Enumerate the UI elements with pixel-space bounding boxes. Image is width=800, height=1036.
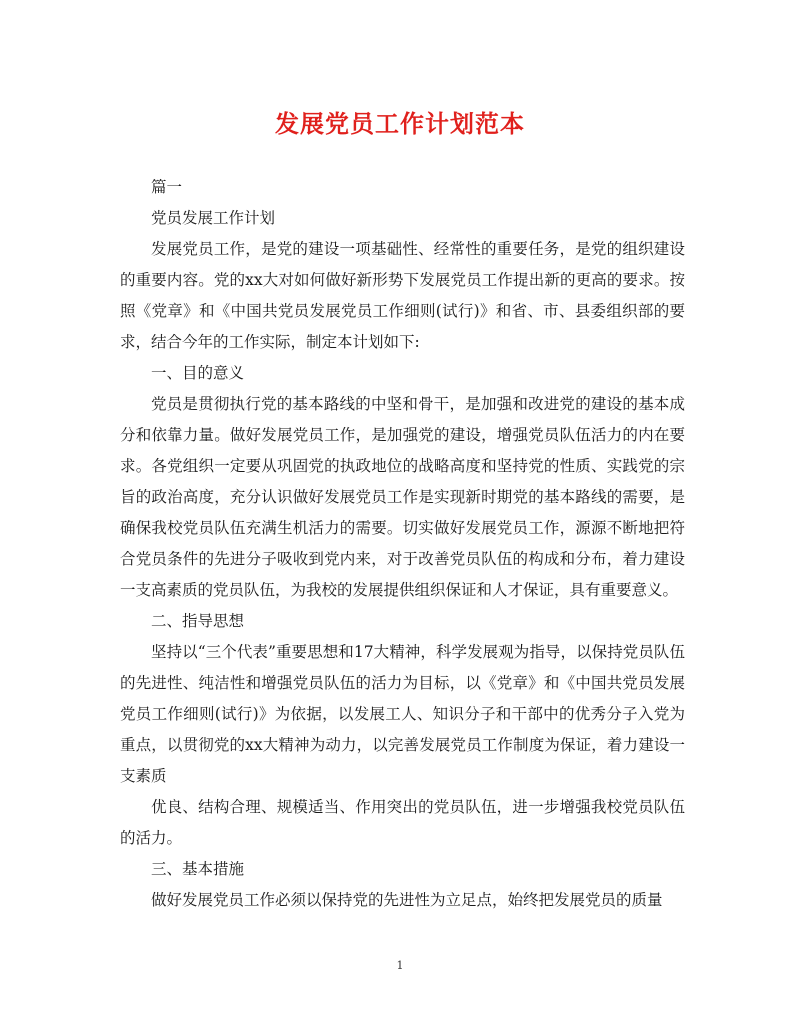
document-title: 发展党员工作计划范本 [275, 109, 525, 138]
paragraph: 党员是贯彻执行党的基本路线的中坚和骨干，是加强和改进党的建设的基本成分和依靠力量。做好发展党员工作，是加强党的建设，增强党员队伍活力的内在要求。各党组织一定要从巩固党的执政地位的战略高度和坚持党的性质、实践党的宗旨的政治高度，充分认识做好发展党员工作是实现新时期党的基本路线的需要，是确保我校党员队伍充满生机活力的需要。切实做好发展党员工作，源源不断地把符合党员条件的先进分子吸收到党内来，对于改善党员队伍的构成和分布，着力建设一支高素质的党员队伍，为我校的发展提供组织保证和人才保证，具有重要意义。 [120, 395, 685, 599]
subtitle: 党员发展工作计划 [151, 209, 276, 227]
section-heading: 三、基本措施 [151, 860, 245, 878]
paragraph: 做好发展党员工作必须以保持党的先进性为立足点，始终把发展党员的质量 [151, 891, 663, 909]
paragraph: 发展党员工作，是党的建设一项基础性、经常性的重要任务，是党的组织建设的重要内容。党的xx大对如何做好新形势下发展党员工作提出新的更高的要求。按照《党章》和《中国共党员发展党员工作细则(试行)》和省、市、县委组织部的要求，结合今年的工作实际，制定本计划如下: [120, 240, 685, 351]
section-heading: 一、目的意义 [151, 364, 245, 382]
page-number: 1 [396, 959, 404, 972]
paragraph: 坚持以“三个代表”重要思想和17大精神，科学发展观为指导，以保持党员队伍的先进性、纯洁性和增强党员队伍的活力为目标，以《党章》和《中国共党员发展党员工作细则(试行)》为依据，以发展工人、知识分子和干部中的优秀分子入党为重点，以贯彻党的xx大精神为动力，以完善发展党员工作制度为保证，着力建设一支素质 [120, 643, 685, 785]
document-body [120, 172, 685, 916]
section-label: 篇一 [151, 178, 183, 196]
paragraph: 优良、结构合理、规模适当、作用突出的党员队伍，进一步增强我校党员队伍的活力。 [120, 798, 685, 847]
section-heading: 二、指导思想 [151, 612, 245, 630]
